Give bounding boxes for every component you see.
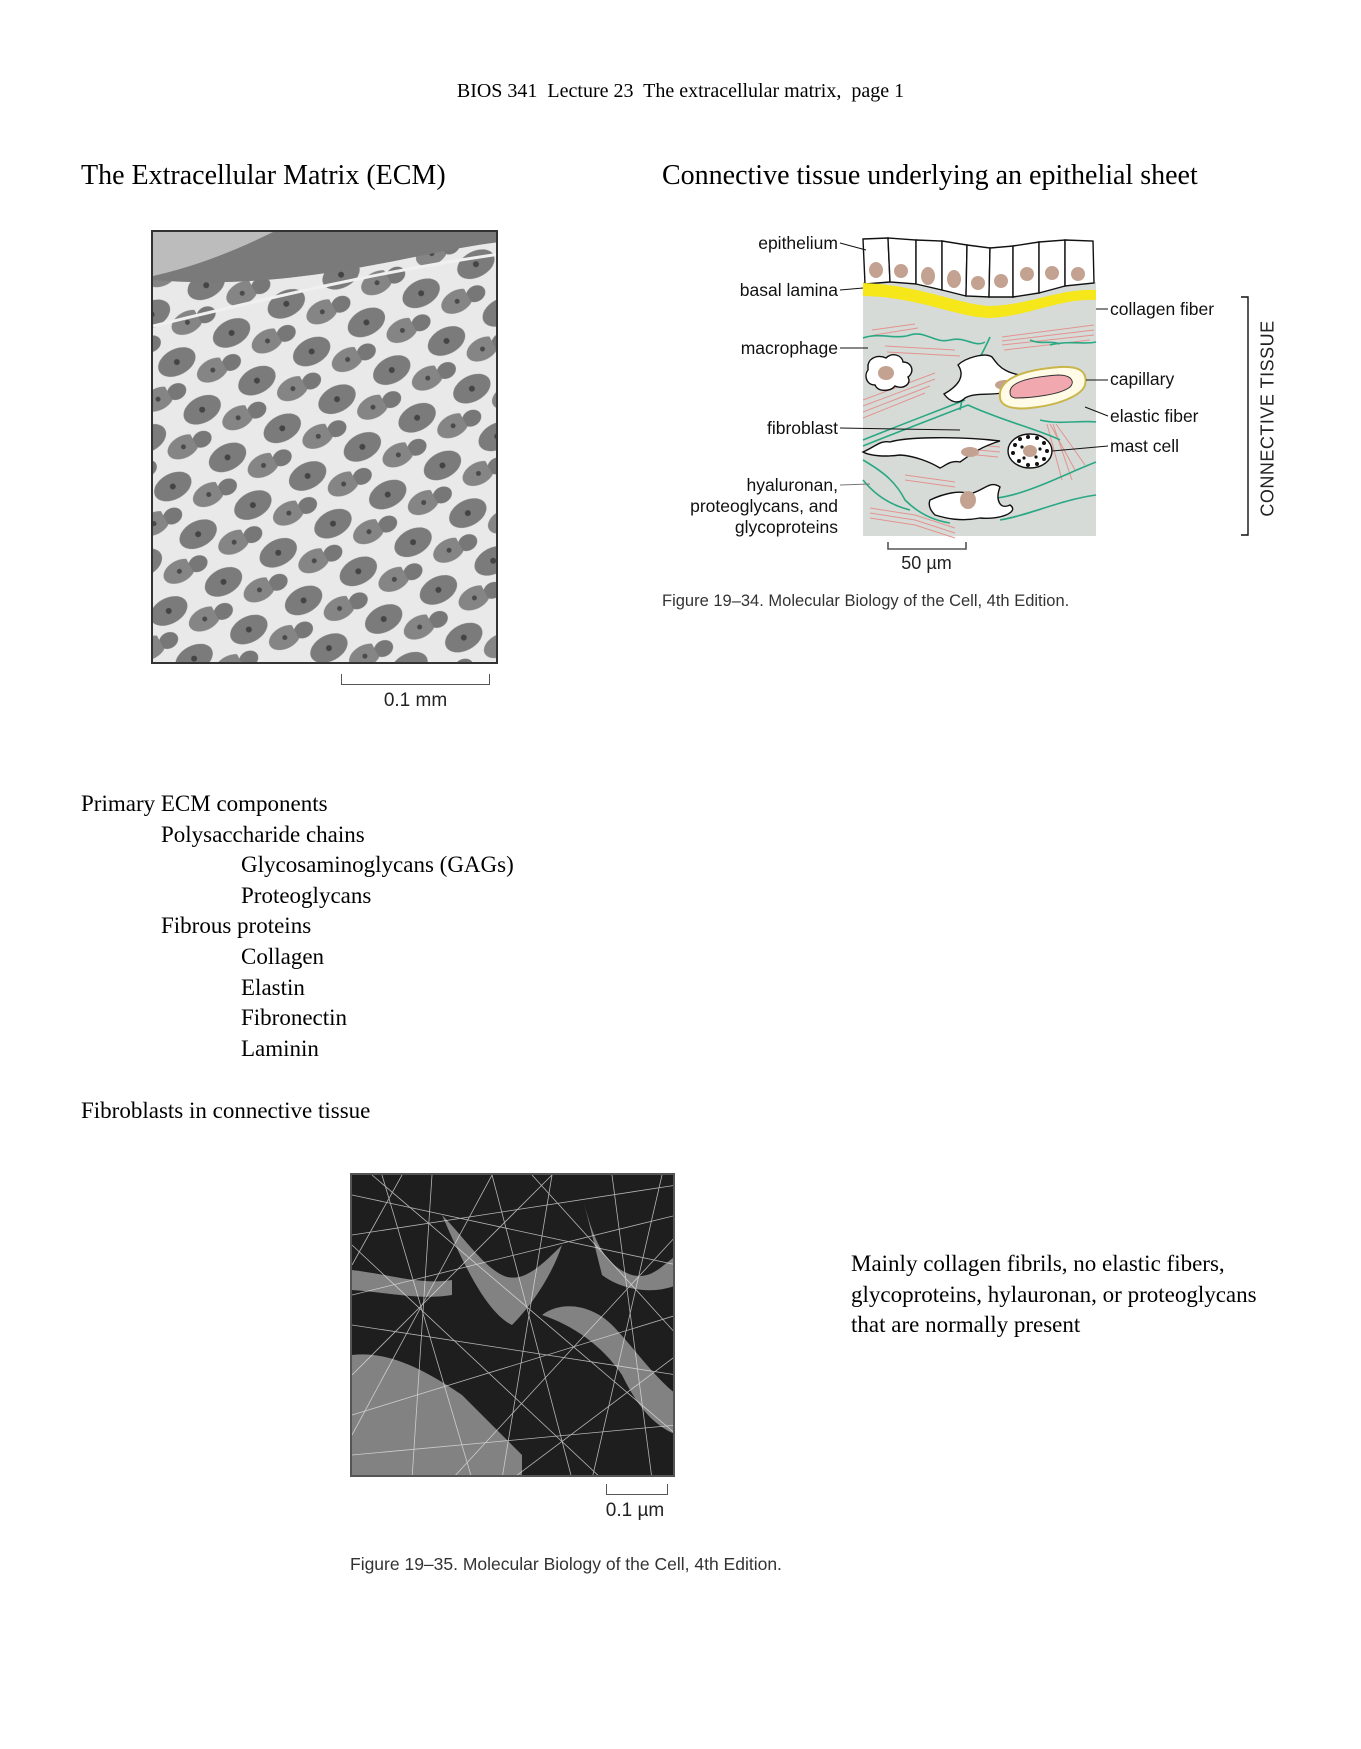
label-connective-tissue: CONNECTIVE TISSUE xyxy=(1257,320,1278,517)
fibroblast-sem-image xyxy=(350,1173,675,1477)
figure-19-35-caption: Figure 19–35. Molecular Biology of the Cell, 4th Edition. xyxy=(350,1554,782,1574)
page-header: BIOS 341 Lecture 23 The extracellular matrix, page 1 xyxy=(456,80,905,102)
outline-item-fibronectin: Fibronectin xyxy=(241,1005,348,1031)
fibroblast-note: Mainly collagen fibrils, no elastic fibers, glycoproteins, hylauronan, or proteoglycans that are normally present xyxy=(851,1251,1257,1337)
label-proteoglycans: proteoglycans, and xyxy=(690,496,838,516)
micrograph-scale-label: 0.1 mm xyxy=(383,690,448,711)
fibroblasts-heading: Fibroblasts in connective tissue xyxy=(81,1098,371,1123)
figure-19-34-caption: Figure 19–34. Molecular Biology of the Cell, 4th Edition. xyxy=(662,592,1070,610)
ecm-micrograph xyxy=(151,230,498,664)
diagram-scale-label: 50 µm xyxy=(901,553,952,573)
label-glycoproteins: glycoproteins xyxy=(734,517,838,537)
label-capillary: capillary xyxy=(1110,369,1175,389)
micrograph-texture xyxy=(153,232,498,664)
label-macrophage: macrophage xyxy=(740,338,838,358)
micrograph-scale-bar xyxy=(341,674,490,685)
outline-item-proteoglycans: Proteoglycans xyxy=(241,882,372,908)
outline-item-collagen: Collagen xyxy=(241,943,325,969)
outline-group-polysaccharide: Polysaccharide chains xyxy=(161,821,365,847)
label-fibroblast: fibroblast xyxy=(766,418,838,438)
outline-group-fibrous-proteins: Fibrous proteins xyxy=(161,913,312,939)
sem-scale-bar xyxy=(606,1484,668,1495)
label-elastic-fiber: elastic fiber xyxy=(1110,406,1199,426)
ecm-heading: The Extracellular Matrix (ECM) xyxy=(81,160,446,191)
outline-item-laminin: Laminin xyxy=(241,1035,319,1061)
label-mast-cell: mast cell xyxy=(1110,436,1180,456)
ecm-components-outline xyxy=(81,789,514,1064)
outline-item-gags: Glycosaminoglycans (GAGs) xyxy=(241,852,514,878)
label-epithelium: epithelium xyxy=(758,233,838,253)
sem-texture xyxy=(352,1175,675,1477)
outline-item-elastin: Elastin xyxy=(241,974,305,1000)
label-hyaluronan: hyaluronan, xyxy=(746,475,838,495)
connective-tissue-bracket xyxy=(1241,297,1248,535)
diagram-scale-bar xyxy=(888,542,966,549)
label-basal-lamina: basal lamina xyxy=(739,280,838,300)
sem-scale-label: 0.1 µm xyxy=(605,1500,665,1521)
connective-tissue-diagram xyxy=(640,225,1300,573)
label-collagen-fiber: collagen fiber xyxy=(1110,299,1215,319)
connective-tissue-heading: Connective tissue underlying an epithelial sheet xyxy=(662,160,1198,191)
outline-title: Primary ECM components xyxy=(81,791,328,816)
